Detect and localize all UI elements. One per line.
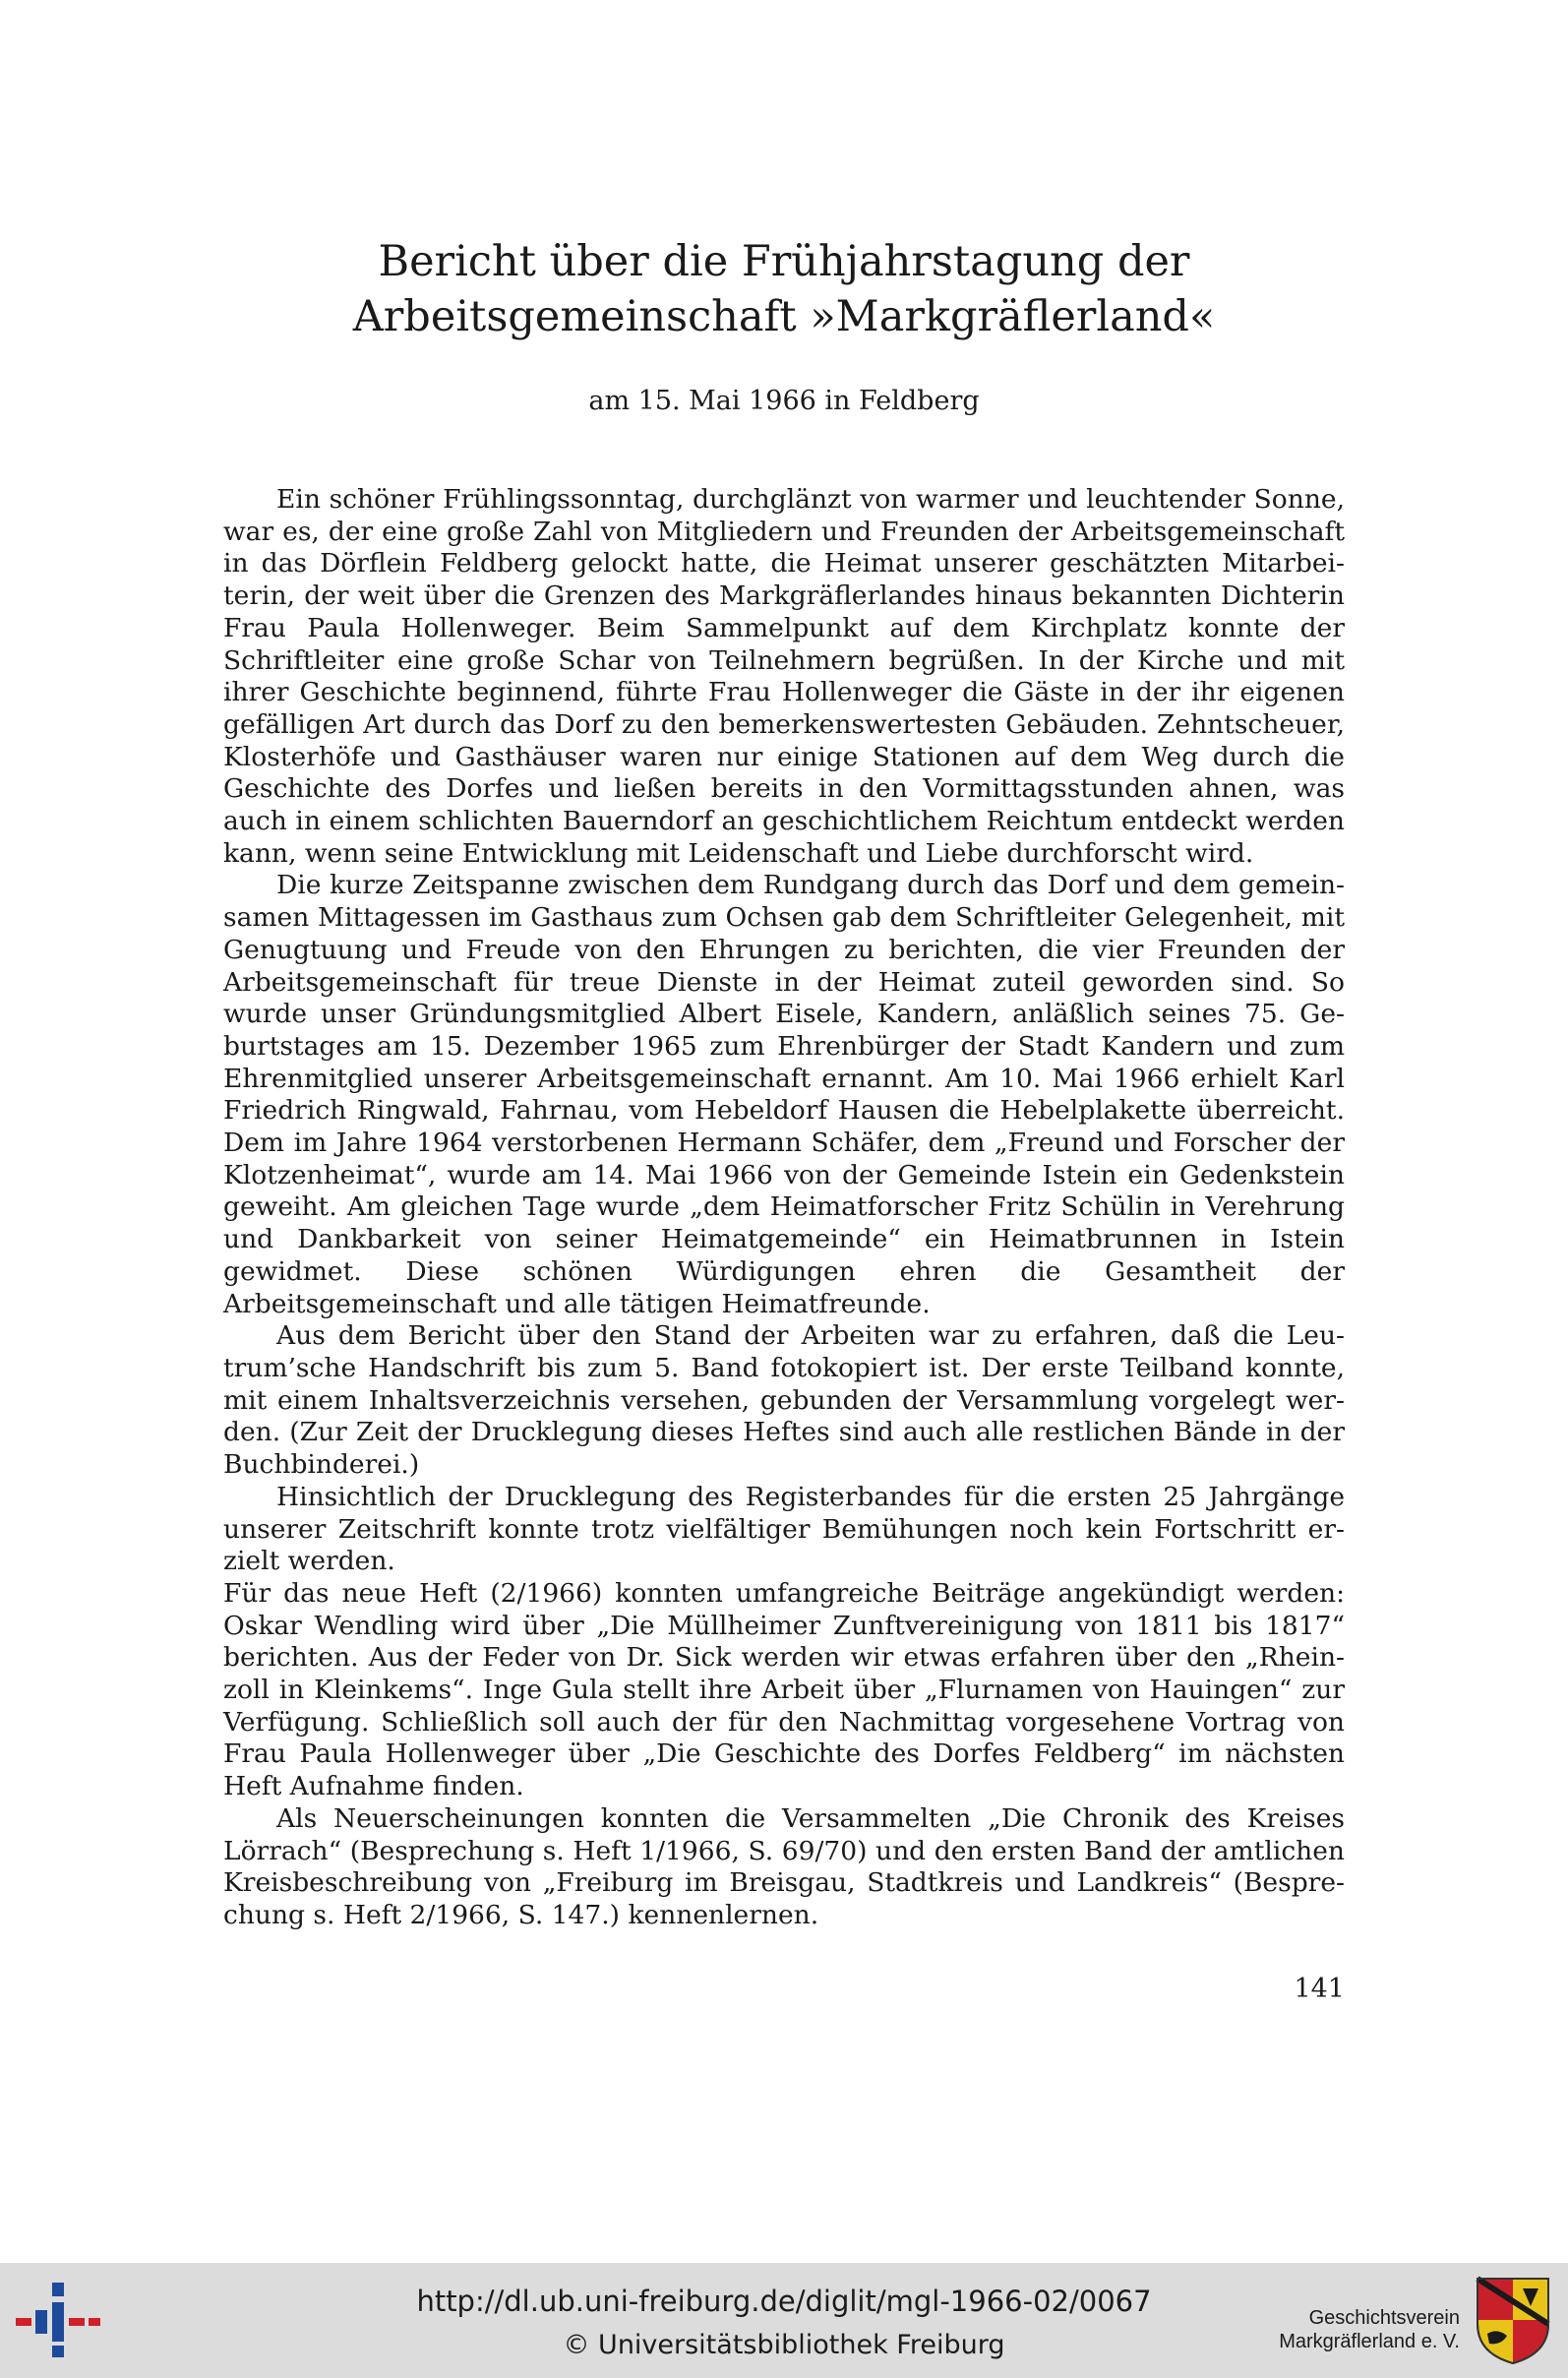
paragraph-6: Als Neuerscheinungen konnten die Versammelten „Die Chronik des Kreises Lörrach“ (Besprechung s. Heft 1/1966, S. 69/70) und den ersten Band der amtlichen Kreisbeschreibung von „Freiburg im Breisgau, Stadtkreis und Landkreis“ (Besprechung s. Heft 2/1966, S. 147.) kennenlernen. <box>223 1802 1345 1930</box>
document-subtitle: am 15. Mai 1966 in Feldberg <box>588 386 980 416</box>
paragraph-3: Aus dem Bericht über den Stand der Arbeiten war zu erfahren, daß die Leutrum’sche Handschrift bis zum 5. Band fotokopiert ist. Der erste Teilband konnte, mit einem Inhaltsverzeichnis versehen, gebunden der Versammlung vorgelegt werden. (Zur Zeit der Drucklegung dieses Heftes sind auch alle restlichen Bände in der Buchbinderei.) <box>223 1320 1345 1481</box>
footer-bar <box>0 2263 1568 2378</box>
society-name-line-2: Markgräflerland e. V. <box>1279 2331 1460 2352</box>
paragraph-1: Ein schöner Frühlingssonntag, durchglänzt von warmer und leuchtender Sonne, war es, der eine große Zahl von Mitgliedern und Freunden der Arbeitsgemeinschaft in das Dörflein Feldberg gelockt hatte, die Heimat unserer geschätzten Mitarbeiterin, der weit über die Grenzen des Markgräflerlandes hinaus bekannten Dichterin Frau Paula Hollenweger. Beim Sammelpunkt auf dem Kirchplatz konnte der Schriftleiter eine große Schar von Teilnehmern begrüßen. In der Kirche und mit ihrer Geschichte beginnend, führte Frau Hollenweger die Gäste in der ihr eigenen gefälligen Art durch das Dorf zu den bemerkenswertesten Gebäuden. Zehntscheuer, Klosterhöfe und Gasthäuser waren nur einige Stationen auf dem Weg durch die Geschichte des Dorfes und ließen bereits in den Vormittagsstunden ahnen, was auch in einem schlichten Bauerndorf an geschichtlichem Reichtum entdeckt werden kann, wenn seine Entwicklung mit Leidenschaft und Liebe durchforscht wird. <box>223 484 1345 869</box>
paragraph-4: Hinsichtlich der Drucklegung des Registerbandes für die ersten 25 Jahrgänge unserer Zeitschrift konnte trotz vielfältiger Bemühungen noch kein Fortschritt erzielt werden. <box>223 1481 1345 1577</box>
page-number: 141 <box>1294 1974 1345 2004</box>
footer-url-link[interactable]: http://dl.ub.uni-freiburg.de/diglit/mgl-1966-02/0067 <box>416 2285 1152 2318</box>
coat-of-arms-icon <box>1474 2275 1552 2367</box>
document-title <box>295 234 1273 344</box>
paragraph-5: Für das neue Heft (2/1966) konnten umfangreiche Beiträge angekündigt werden: Oskar Wendling wird über „Die Müllheimer Zunftvereinigung von 1811 bis 1817“ berichten. Aus der Feder von Dr. Sick werden wir etwas erfahren über den „Rheinzoll in Kleinkems“. Inge Gula stellt ihre Arbeit über „Flurnamen von Hauingen“ zur Verfügung. Schließlich soll auch der für den Nachmittag vorgesehene Vortrag von Frau Paula Hollenweger über „Die Geschichte des Dorfes Feldberg“ im nächsten Heft Aufnahme finden. <box>223 1577 1345 1802</box>
body-text <box>223 484 1345 1932</box>
paragraph-2: Die kurze Zeitspanne zwischen dem Rundgang durch das Dorf und dem gemeinsamen Mittagessen im Gasthaus zum Ochsen gab dem Schriftleiter Gelegenheit, mit Genugtuung und Freude von den Ehrungen zu berichten, die vier Freunden der Arbeitsgemeinschaft für treue Dienste in der Heimat zuteil geworden sind. So wurde unser Gründungsmitglied Albert Eisele, Kandern, anläßlich seines 75. Geburtstages am 15. Dezember 1965 zum Ehrenbürger der Stadt Kandern und zum Ehrenmitglied unserer Arbeitsgemeinschaft ernannt. Am 10. Mai 1966 erhielt Karl Friedrich Ringwald, Fahrnau, vom Hebeldorf Hausen die Hebelplakette überreicht. Dem im Jahre 1964 verstorbenen Hermann Schäfer, dem „Freund und Forscher der Klotzenheimat“, wurde am 14. Mai 1966 von der Gemeinde Istein ein Gedenkstein geweiht. Am gleichen Tage wurde „dem Heimatforscher Fritz Schülin in Verehrung und Dankbarkeit von seiner Heimatgemeinde“ ein Heimatbrunnen in Istein gewidmet. Diese schönen Würdigungen ehren die Gesamtheit der Arbeitsgemeinschaft und alle tätigen Heimatfreunde. <box>223 870 1345 1319</box>
footer-copyright: © Universitätsbibliothek Freiburg <box>563 2330 1005 2360</box>
title-line-2: Arbeitsgemeinschaft »Markgräflerland« <box>352 292 1216 341</box>
society-name <box>1279 2306 1460 2353</box>
title-line-1: Bericht über die Frühjahrstagung der <box>378 237 1190 286</box>
society-name-line-1: Geschichtsverein <box>1308 2307 1460 2329</box>
